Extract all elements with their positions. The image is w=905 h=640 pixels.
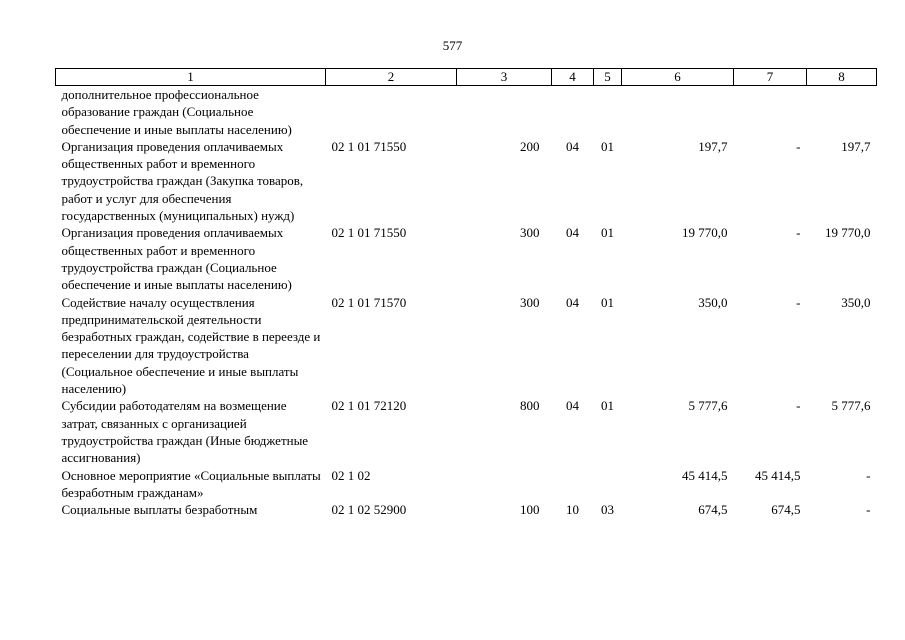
- row-target-code: 02 1 02: [331, 467, 371, 483]
- row-target-code: [326, 86, 457, 138]
- row-amount-total: 19 770,0: [682, 225, 728, 241]
- row-subsection: 01: [601, 225, 614, 241]
- row-target-code: 02 1 01 72120: [331, 398, 407, 414]
- row-amount-total: [622, 86, 734, 138]
- row-section: 04: [566, 398, 579, 414]
- row-amount-total: 350,0: [698, 294, 728, 310]
- row-amount-col8: 5 777,6: [831, 398, 871, 414]
- row-expense-type: 800: [520, 398, 540, 414]
- column-header-7: 7: [734, 69, 807, 86]
- row-name: Организация проведения оплачиваемых общественных работ и временного трудоустройства граждан (Закупка товаров, работ и услуг для обеспечения государственных (муниципальных) нужд): [61, 138, 304, 224]
- table-row: [56, 294, 877, 398]
- row-amount-total: 197,7: [698, 138, 728, 154]
- row-amount-col7: 674,5: [771, 502, 801, 518]
- row-amount-total: 45 414,5: [682, 467, 728, 483]
- row-name: Организация проведения оплачиваемых общественных работ и временного трудоустройства граждан (Социальное обеспечение и иные выплаты населению): [61, 225, 292, 293]
- row-amount-col7: 45 414,5: [755, 467, 801, 483]
- row-amount-total: 674,5: [698, 502, 728, 518]
- row-amount-col8: 19 770,0: [825, 225, 871, 241]
- table-row: [56, 224, 877, 293]
- budget-table: [55, 68, 877, 518]
- row-amount-col7: -: [796, 225, 801, 241]
- column-header-2: 2: [326, 69, 457, 86]
- row-section: 10: [566, 502, 579, 518]
- row-amount-col7: -: [796, 398, 801, 414]
- row-subsection: [594, 86, 622, 138]
- column-header-1: 1: [56, 69, 326, 86]
- row-name: Субсидии работодателям на возмещение затрат, связанных с организацией трудоустройства граждан (Иные бюджетные ассигнования): [61, 398, 309, 466]
- row-amount-col8: [807, 86, 877, 138]
- row-subsection: 01: [601, 294, 614, 310]
- table-row: [56, 501, 877, 518]
- row-target-code: 02 1 02 52900: [331, 502, 407, 518]
- row-amount-col8: -: [866, 502, 871, 518]
- row-subsection: 01: [601, 398, 614, 414]
- row-section: 04: [566, 294, 579, 310]
- column-header-4: 4: [552, 69, 594, 86]
- row-subsection: [594, 467, 622, 502]
- row-expense-type: 100: [520, 502, 540, 518]
- header-row: [56, 69, 877, 86]
- column-header-3: 3: [457, 69, 552, 86]
- row-target-code: 02 1 01 71570: [331, 294, 407, 310]
- row-amount-col8: 197,7: [841, 138, 871, 154]
- row-section: 04: [566, 138, 579, 154]
- row-name: Социальные выплаты безработным: [61, 502, 258, 518]
- table-row: [56, 467, 877, 502]
- row-section: [552, 86, 594, 138]
- row-amount-col8: 350,0: [841, 294, 871, 310]
- row-expense-type: [457, 467, 552, 502]
- row-section: [552, 467, 594, 502]
- row-name: Основное мероприятие «Социальные выплаты безработным гражданам»: [61, 467, 321, 500]
- table-row: [56, 397, 877, 466]
- row-name: Содействие началу осуществления предпринимательской деятельности безработных граждан, содействие в переезде и переселении для трудоустройства (Социальное обеспечение и иные выплаты населению): [61, 294, 321, 397]
- row-amount-total: 5 777,6: [688, 398, 728, 414]
- row-amount-col7: -: [796, 294, 801, 310]
- row-subsection: 03: [601, 502, 614, 518]
- table-row: [56, 86, 877, 138]
- column-header-5: 5: [594, 69, 622, 86]
- row-expense-type: [457, 86, 552, 138]
- row-expense-type: 300: [520, 225, 540, 241]
- row-expense-type: 300: [520, 294, 540, 310]
- row-expense-type: 200: [520, 138, 540, 154]
- row-name: дополнительное профессиональное образование граждан (Социальное обеспечение и иные выплаты населению): [61, 87, 292, 137]
- row-section: 04: [566, 225, 579, 241]
- table-row: [56, 138, 877, 224]
- row-amount-col7: [734, 86, 807, 138]
- row-subsection: 01: [601, 138, 614, 154]
- column-header-8: 8: [807, 69, 877, 86]
- column-header-6: 6: [622, 69, 734, 86]
- page-number: 577: [442, 38, 463, 53]
- row-amount-col7: -: [796, 138, 801, 154]
- row-amount-col8: -: [866, 467, 871, 483]
- row-target-code: 02 1 01 71550: [331, 138, 407, 154]
- row-target-code: 02 1 01 71550: [331, 225, 407, 241]
